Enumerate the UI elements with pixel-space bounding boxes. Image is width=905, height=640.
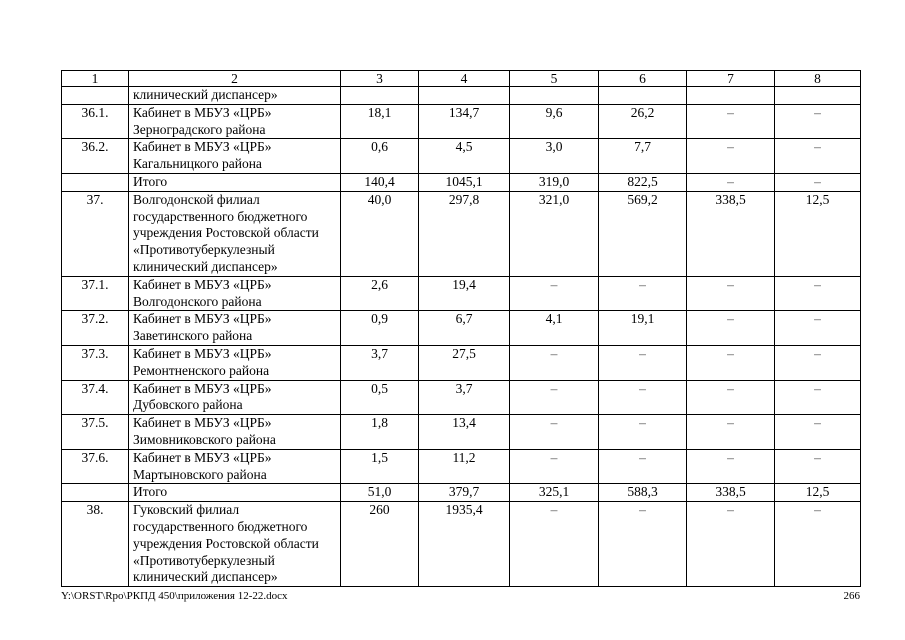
value-cell-col8: – [775, 449, 861, 484]
value-cell-col7: – [687, 502, 775, 587]
value-cell-col5: – [510, 449, 599, 484]
value-cell-col6: – [599, 502, 687, 587]
value-cell-col7: – [687, 104, 775, 139]
row-name-cell: Итого [129, 484, 341, 502]
value-cell-col7 [687, 87, 775, 105]
value-cell-col8: 12,5 [775, 191, 861, 276]
value-cell-col4: 379,7 [419, 484, 510, 502]
row-name-cell: Кабинет в МБУЗ «ЦРБ» Дубовского района [129, 380, 341, 415]
table-row [62, 276, 861, 311]
row-number-cell: 36.1. [62, 104, 129, 139]
value-cell-col3: 2,6 [341, 276, 419, 311]
value-cell-col8: – [775, 139, 861, 174]
table-header-row [62, 71, 861, 87]
value-cell-col3: 1,8 [341, 415, 419, 450]
table-row [62, 104, 861, 139]
row-number-cell [62, 87, 129, 105]
value-cell-col5: 4,1 [510, 311, 599, 346]
value-cell-col4: 6,7 [419, 311, 510, 346]
table-row [62, 484, 861, 502]
row-name-cell: Кабинет в МБУЗ «ЦРБ» Зимовниковского района [129, 415, 341, 450]
value-cell-col7: – [687, 380, 775, 415]
row-name-cell: Кабинет в МБУЗ «ЦРБ» Волгодонского района [129, 276, 341, 311]
row-number-cell: 37. [62, 191, 129, 276]
value-cell-col3: 0,5 [341, 380, 419, 415]
value-cell-col4: 13,4 [419, 415, 510, 450]
value-cell-col5: 3,0 [510, 139, 599, 174]
table-row [62, 311, 861, 346]
value-cell-col7: – [687, 345, 775, 380]
row-name-cell: Кабинет в МБУЗ «ЦРБ» Кагальницкого района [129, 139, 341, 174]
footer-file-path: Y:\ORST\Rpo\РКПД 450\приложения 12-22.docx [61, 590, 288, 602]
value-cell-col3: 0,6 [341, 139, 419, 174]
value-cell-col8: – [775, 502, 861, 587]
value-cell-col7: – [687, 311, 775, 346]
value-cell-col3: 260 [341, 502, 419, 587]
value-cell-col5 [510, 87, 599, 105]
table-row [62, 173, 861, 191]
value-cell-col5: – [510, 345, 599, 380]
row-name-cell: Кабинет в МБУЗ «ЦРБ» Заветинского района [129, 311, 341, 346]
row-number-cell: 37.6. [62, 449, 129, 484]
value-cell-col6: – [599, 415, 687, 450]
page-number: 266 [843, 590, 860, 602]
row-number-cell: 37.3. [62, 345, 129, 380]
value-cell-col6: 7,7 [599, 139, 687, 174]
value-cell-col8: – [775, 104, 861, 139]
value-cell-col8: – [775, 345, 861, 380]
row-name-cell: Гуковский филиал государственного бюджетного учреждения Ростовской области «Противотуберкулезный клинический диспансер» [129, 502, 341, 587]
table-row [62, 87, 861, 105]
value-cell-col3: 51,0 [341, 484, 419, 502]
row-number-cell [62, 173, 129, 191]
value-cell-col6: 19,1 [599, 311, 687, 346]
value-cell-col3: 0,9 [341, 311, 419, 346]
value-cell-col8 [775, 87, 861, 105]
value-cell-col7: – [687, 139, 775, 174]
value-cell-col5: – [510, 276, 599, 311]
table-row [62, 191, 861, 276]
row-number-cell [62, 484, 129, 502]
table-row [62, 415, 861, 450]
value-cell-col3: 140,4 [341, 173, 419, 191]
value-cell-col8: – [775, 276, 861, 311]
value-cell-col6: 569,2 [599, 191, 687, 276]
row-name-cell: клинический диспансер» [129, 87, 341, 105]
row-name-cell: Итого [129, 173, 341, 191]
row-name-cell: Волгодонской филиал государственного бюджетного учреждения Ростовской области «Противотуберкулезный клинический диспансер» [129, 191, 341, 276]
header-cell: 4 [419, 71, 510, 87]
value-cell-col7: – [687, 449, 775, 484]
value-cell-col5: – [510, 415, 599, 450]
header-cell: 3 [341, 71, 419, 87]
header-cell: 2 [129, 71, 341, 87]
value-cell-col4: 3,7 [419, 380, 510, 415]
header-cell: 6 [599, 71, 687, 87]
value-cell-col5: – [510, 380, 599, 415]
header-cell: 7 [687, 71, 775, 87]
value-cell-col3: 40,0 [341, 191, 419, 276]
value-cell-col4 [419, 87, 510, 105]
value-cell-col7: – [687, 276, 775, 311]
value-cell-col3: 1,5 [341, 449, 419, 484]
header-cell: 8 [775, 71, 861, 87]
value-cell-col3: 18,1 [341, 104, 419, 139]
value-cell-col5: 319,0 [510, 173, 599, 191]
data-table [61, 70, 861, 587]
value-cell-col4: 11,2 [419, 449, 510, 484]
row-number-cell: 38. [62, 502, 129, 587]
value-cell-col3: 3,7 [341, 345, 419, 380]
header-cell: 5 [510, 71, 599, 87]
row-number-cell: 37.4. [62, 380, 129, 415]
value-cell-col5: 9,6 [510, 104, 599, 139]
value-cell-col7: – [687, 415, 775, 450]
row-name-cell: Кабинет в МБУЗ «ЦРБ» Ремонтненского района [129, 345, 341, 380]
value-cell-col5: – [510, 502, 599, 587]
table-row [62, 449, 861, 484]
value-cell-col6: – [599, 380, 687, 415]
value-cell-col8: – [775, 380, 861, 415]
value-cell-col3 [341, 87, 419, 105]
table-row [62, 345, 861, 380]
row-number-cell: 36.2. [62, 139, 129, 174]
value-cell-col6 [599, 87, 687, 105]
value-cell-col8: – [775, 173, 861, 191]
value-cell-col5: 325,1 [510, 484, 599, 502]
value-cell-col6: 26,2 [599, 104, 687, 139]
value-cell-col8: 12,5 [775, 484, 861, 502]
value-cell-col4: 1935,4 [419, 502, 510, 587]
table-row [62, 502, 861, 587]
row-name-cell: Кабинет в МБУЗ «ЦРБ» Зерноградского района [129, 104, 341, 139]
row-name-cell: Кабинет в МБУЗ «ЦРБ» Мартыновского района [129, 449, 341, 484]
value-cell-col8: – [775, 311, 861, 346]
value-cell-col7: – [687, 173, 775, 191]
table-row [62, 139, 861, 174]
value-cell-col6: – [599, 345, 687, 380]
value-cell-col6: – [599, 276, 687, 311]
value-cell-col6: 822,5 [599, 173, 687, 191]
value-cell-col4: 297,8 [419, 191, 510, 276]
value-cell-col6: 588,3 [599, 484, 687, 502]
value-cell-col6: – [599, 449, 687, 484]
table-row [62, 380, 861, 415]
value-cell-col4: 27,5 [419, 345, 510, 380]
value-cell-col4: 1045,1 [419, 173, 510, 191]
row-number-cell: 37.1. [62, 276, 129, 311]
value-cell-col7: 338,5 [687, 484, 775, 502]
value-cell-col5: 321,0 [510, 191, 599, 276]
header-cell: 1 [62, 71, 129, 87]
value-cell-col7: 338,5 [687, 191, 775, 276]
value-cell-col4: 19,4 [419, 276, 510, 311]
row-number-cell: 37.2. [62, 311, 129, 346]
row-number-cell: 37.5. [62, 415, 129, 450]
value-cell-col8: – [775, 415, 861, 450]
value-cell-col4: 134,7 [419, 104, 510, 139]
value-cell-col4: 4,5 [419, 139, 510, 174]
